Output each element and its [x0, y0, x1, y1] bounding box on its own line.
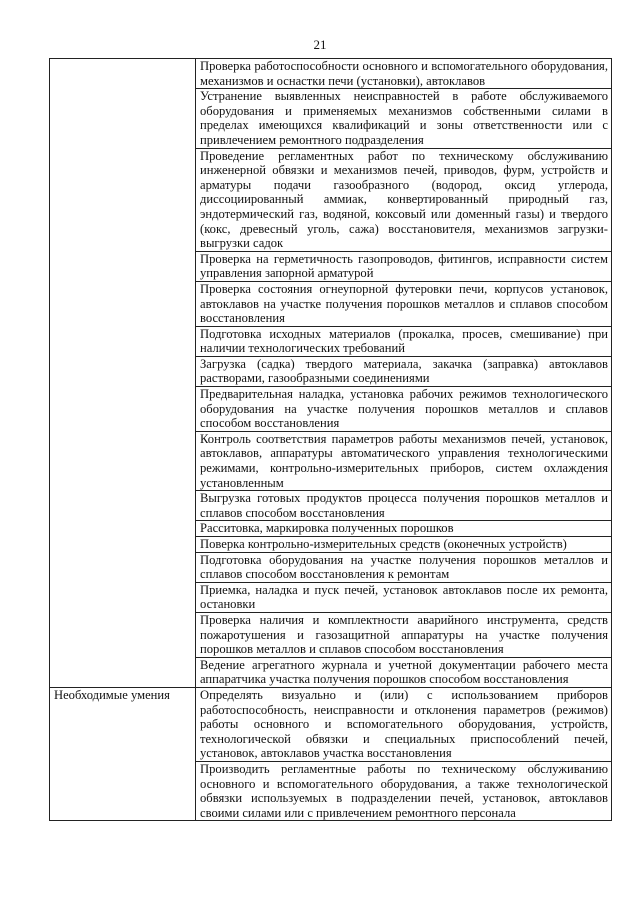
- requirement-cell: Проведение регламентных работ по техническому обслуживанию инженерной обвязки и механизмов печей, приводов, фурм, устройств и арматуры подачи газообразного (водород, оксид углерода, диссоциированный аммиак, конвертированный природный газ, эндотермический газ, водяной, коксовый или доменный газы) и твердого (кокс, древесный уголь, сажа) восстановителя, механизмов загрузки-выгрузки садок: [196, 148, 612, 251]
- requirement-cell: Проверка на герметичность газопроводов, фитингов, исправности систем управления запорной арматурой: [196, 251, 612, 281]
- requirement-cell: Поверка контрольно-измерительных средств (оконечных устройств): [196, 537, 612, 553]
- requirement-cell: Подготовка оборудования на участке получения порошков металлов и сплавов способом восстановления к ремонтам: [196, 552, 612, 582]
- requirement-cell: Проверка наличия и комплектности аварийного инструмента, средств пожаротушения и газозащитной аппаратуры на участке получения порошков металлов и сплавов способом восстановления: [196, 612, 612, 657]
- table-body: [50, 59, 612, 821]
- requirement-cell: Выгрузка готовых продуктов процесса получения порошков металлов и сплавов способом восстановления: [196, 491, 612, 521]
- requirement-cell: Определять визуально и (или) с использованием приборов работоспособность, неисправности и отклонения параметров (режимов) работы основного и вспомогательного оборудования, устройств, технологической обвязки и специальных приспособлений печей, установок, автоклавов участка восстановления: [196, 687, 612, 761]
- requirement-cell: Проверка состояния огнеупорной футеровки печи, корпусов установок, автоклавов на участке получения порошков металлов и сплавов способом восстановления: [196, 281, 612, 326]
- requirement-cell: Устранение выявленных неисправностей в работе обслуживаемого оборудования и применяемых механизмов собственными силами в пределах имеющихся квалификаций и зоны ответственности или с привлечением ремонтного подразделения: [196, 89, 612, 148]
- section-label-cell: Необходимые умения: [50, 687, 196, 820]
- page-number: 21: [313, 37, 327, 52]
- requirements-table: [49, 58, 612, 821]
- table-row: [50, 687, 612, 761]
- requirement-cell: Приемка, наладка и пуск печей, установок автоклавов после их ремонта, остановки: [196, 582, 612, 612]
- requirement-cell: Расситовка, маркировка полученных порошков: [196, 521, 612, 537]
- table-row: [50, 59, 612, 89]
- requirement-cell: Ведение агрегатного журнала и учетной документации рабочего места аппаратчика участка получения порошков способом восстановления: [196, 657, 612, 687]
- requirement-cell: Загрузка (садка) твердого материала, закачка (заправка) автоклавов растворами, газообразными соединениями: [196, 356, 612, 386]
- requirement-cell: Производить регламентные работы по техническому обслуживанию основного и вспомогательного оборудования, а также технологической обвязки используемых в подразделении печей, установок, автоклавов своими силами или с привлечением ремонтного персонала: [196, 761, 612, 820]
- requirement-cell: Предварительная наладка, установка рабочих режимов технологического оборудования на участке получения порошков металлов и сплавов способом восстановления: [196, 387, 612, 432]
- section-label-cell: [50, 59, 196, 688]
- requirement-cell: Контроль соответствия параметров работы механизмов печей, установок, автоклавов, аппаратуры автоматического управления технологическими режимами, контрольно-измерительных приборов, систем охлаждения установленным: [196, 431, 612, 490]
- requirement-cell: Подготовка исходных материалов (прокалка, просев, смешивание) при наличии технологических требований: [196, 326, 612, 356]
- requirement-cell: Проверка работоспособности основного и вспомогательного оборудования, механизмов и оснастки печи (установки), автоклавов: [196, 59, 612, 89]
